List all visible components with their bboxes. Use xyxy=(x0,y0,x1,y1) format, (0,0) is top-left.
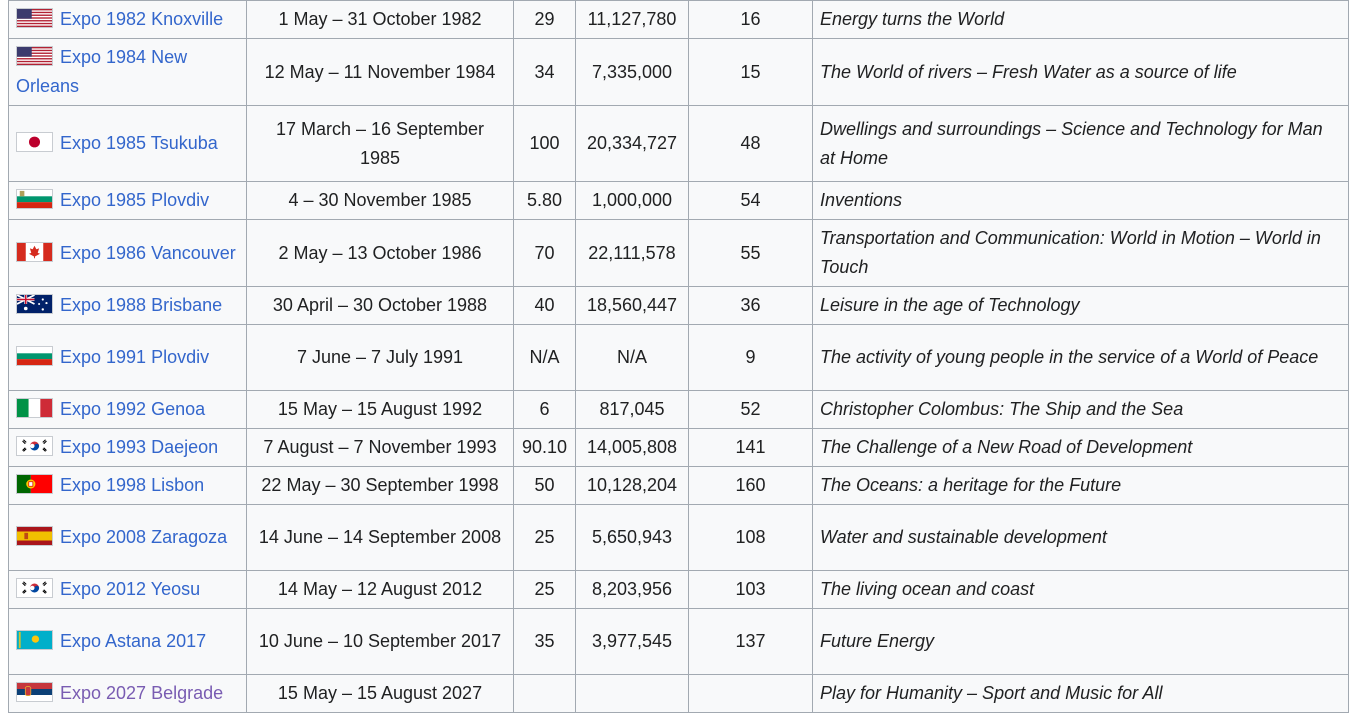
expo-name-cell xyxy=(9,106,247,182)
expo-name-cell xyxy=(9,467,247,505)
expo-name-cell xyxy=(9,182,247,220)
expo-countries-cell: 15 xyxy=(689,39,813,106)
table-row xyxy=(9,39,1349,106)
expo-dates-cell: 7 August – 7 November 1993 xyxy=(247,429,514,467)
expo-theme-cell: Energy turns the World xyxy=(813,1,1349,39)
expo-area-cell: 100 xyxy=(514,106,576,182)
expo-dates-cell: 15 May – 15 August 1992 xyxy=(247,391,514,429)
expo-countries-cell: 55 xyxy=(689,220,813,287)
expo-visitors-cell: 5,650,943 xyxy=(576,505,689,571)
expo-countries-cell: 137 xyxy=(689,609,813,675)
expo-dates-cell: 2 May – 13 October 1986 xyxy=(247,220,514,287)
expo-visitors-cell: 817,045 xyxy=(576,391,689,429)
portugal-flag-icon xyxy=(16,474,53,494)
expo-visitors-cell: 22,111,578 xyxy=(576,220,689,287)
expo-countries-cell: 48 xyxy=(689,106,813,182)
expo-link[interactable]: Expo 1984 New Orleans xyxy=(16,47,188,96)
expo-theme-cell: Play for Humanity – Sport and Music for All xyxy=(813,675,1349,713)
expo-theme-cell: Future Energy xyxy=(813,609,1349,675)
expo-name-cell xyxy=(9,609,247,675)
expo-area-cell: 6 xyxy=(514,391,576,429)
expo-visitors-cell: 8,203,956 xyxy=(576,571,689,609)
expo-area-cell: 25 xyxy=(514,571,576,609)
expo-theme-cell: Christopher Colombus: The Ship and the Sea xyxy=(813,391,1349,429)
expo-link[interactable]: Expo 1985 Tsukuba xyxy=(60,133,218,153)
usa-flag-icon xyxy=(16,8,53,28)
spain-flag-icon xyxy=(16,526,53,546)
expo-area-cell: 34 xyxy=(514,39,576,106)
table-row xyxy=(9,106,1349,182)
expo-link[interactable]: Expo 1988 Brisbane xyxy=(60,295,223,315)
expo-countries-cell: 54 xyxy=(689,182,813,220)
expo-theme-cell: Water and sustainable development xyxy=(813,505,1349,571)
expo-table-body xyxy=(9,1,1349,713)
expo-dates-cell: 14 June – 14 September 2008 xyxy=(247,505,514,571)
expo-visitors-cell: 11,127,780 xyxy=(576,1,689,39)
expo-name-cell xyxy=(9,675,247,713)
expo-dates-cell: 12 May – 11 November 1984 xyxy=(247,39,514,106)
expo-area-cell: 25 xyxy=(514,505,576,571)
expo-link[interactable]: Expo 1993 Daejeon xyxy=(60,437,219,457)
expo-name-cell xyxy=(9,220,247,287)
expo-link[interactable]: Expo 1992 Genoa xyxy=(60,399,206,419)
expo-link[interactable]: Expo 1985 Plovdiv xyxy=(60,190,210,210)
expo-name-cell xyxy=(9,1,247,39)
expo-theme-cell: Dwellings and surroundings – Science and Technology for Man at Home xyxy=(813,106,1349,182)
table-row xyxy=(9,571,1349,609)
expo-countries-cell: 9 xyxy=(689,325,813,391)
expo-link[interactable]: Expo 2008 Zaragoza xyxy=(60,527,228,547)
expo-countries-cell: 103 xyxy=(689,571,813,609)
expo-theme-cell: The Oceans: a heritage for the Future xyxy=(813,467,1349,505)
expo-dates-cell: 14 May – 12 August 2012 xyxy=(247,571,514,609)
expo-dates-cell: 10 June – 10 September 2017 xyxy=(247,609,514,675)
expo-visitors-cell: 20,334,727 xyxy=(576,106,689,182)
table-row xyxy=(9,220,1349,287)
expo-area-cell: 70 xyxy=(514,220,576,287)
expo-table xyxy=(8,0,1349,713)
expo-area-cell: 40 xyxy=(514,287,576,325)
expo-name-cell xyxy=(9,325,247,391)
expo-theme-cell: Transportation and Communication: World in Motion – World in Touch xyxy=(813,220,1349,287)
table-row xyxy=(9,467,1349,505)
expo-link[interactable]: Expo 2012 Yeosu xyxy=(60,579,201,599)
expo-area-cell xyxy=(514,675,576,713)
expo-theme-cell: The World of rivers – Fresh Water as a source of life xyxy=(813,39,1349,106)
expo-visitors-cell: N/A xyxy=(576,325,689,391)
south-korea-flag-icon xyxy=(16,578,53,598)
expo-visitors-cell: 3,977,545 xyxy=(576,609,689,675)
expo-name-cell xyxy=(9,429,247,467)
expo-name-cell xyxy=(9,287,247,325)
expo-dates-cell: 1 May – 31 October 1982 xyxy=(247,1,514,39)
expo-name-cell xyxy=(9,39,247,106)
expo-countries-cell xyxy=(689,675,813,713)
expo-name-cell xyxy=(9,505,247,571)
table-row xyxy=(9,325,1349,391)
expo-countries-cell: 160 xyxy=(689,467,813,505)
expo-theme-cell: The Challenge of a New Road of Development xyxy=(813,429,1349,467)
expo-countries-cell: 36 xyxy=(689,287,813,325)
expo-countries-cell: 16 xyxy=(689,1,813,39)
canada-flag-icon xyxy=(16,242,53,262)
table-row xyxy=(9,182,1349,220)
table-row xyxy=(9,609,1349,675)
expo-visitors-cell xyxy=(576,675,689,713)
table-row xyxy=(9,505,1349,571)
expo-theme-cell: The activity of young people in the service of a World of Peace xyxy=(813,325,1349,391)
usa-flag-icon xyxy=(16,46,53,66)
table-row xyxy=(9,1,1349,39)
expo-area-cell: N/A xyxy=(514,325,576,391)
expo-countries-cell: 141 xyxy=(689,429,813,467)
kazakhstan-flag-icon xyxy=(16,630,53,650)
expo-link[interactable]: Expo 1991 Plovdiv xyxy=(60,347,210,367)
expo-name-cell xyxy=(9,391,247,429)
japan-flag-icon xyxy=(16,132,53,152)
expo-dates-cell: 30 April – 30 October 1988 xyxy=(247,287,514,325)
expo-area-cell: 29 xyxy=(514,1,576,39)
expo-dates-cell: 22 May – 30 September 1998 xyxy=(247,467,514,505)
expo-link[interactable]: Expo Astana 2017 xyxy=(60,631,207,651)
expo-dates-cell: 15 May – 15 August 2027 xyxy=(247,675,514,713)
bulgaria-1971-flag-icon xyxy=(16,189,53,209)
expo-theme-cell: Inventions xyxy=(813,182,1349,220)
expo-link[interactable]: Expo 1986 Vancouver xyxy=(60,242,236,263)
table-row xyxy=(9,391,1349,429)
expo-link[interactable]: Expo 1982 Knoxville xyxy=(60,9,224,29)
expo-visitors-cell: 1,000,000 xyxy=(576,182,689,220)
expo-theme-cell: The living ocean and coast xyxy=(813,571,1349,609)
bulgaria-flag-icon xyxy=(16,346,53,366)
expo-area-cell: 90.10 xyxy=(514,429,576,467)
expo-dates-cell: 7 June – 7 July 1991 xyxy=(247,325,514,391)
expo-link[interactable]: Expo 2027 Belgrade xyxy=(60,683,224,703)
expo-link[interactable]: Expo 1998 Lisbon xyxy=(60,475,205,495)
italy-flag-icon xyxy=(16,398,53,418)
serbia-flag-icon xyxy=(16,682,53,702)
expo-countries-cell: 52 xyxy=(689,391,813,429)
expo-visitors-cell: 18,560,447 xyxy=(576,287,689,325)
expo-visitors-cell: 14,005,808 xyxy=(576,429,689,467)
table-row xyxy=(9,287,1349,325)
expo-area-cell: 5.80 xyxy=(514,182,576,220)
table-row xyxy=(9,675,1349,713)
expo-countries-cell: 108 xyxy=(689,505,813,571)
expo-dates-cell: 17 March – 16 September 1985 xyxy=(247,106,514,182)
expo-name-cell xyxy=(9,571,247,609)
expo-visitors-cell: 7,335,000 xyxy=(576,39,689,106)
expo-area-cell: 35 xyxy=(514,609,576,675)
expo-dates-cell: 4 – 30 November 1985 xyxy=(247,182,514,220)
expo-area-cell: 50 xyxy=(514,467,576,505)
expo-visitors-cell: 10,128,204 xyxy=(576,467,689,505)
australia-flag-icon xyxy=(16,294,53,314)
table-row xyxy=(9,429,1349,467)
expo-theme-cell: Leisure in the age of Technology xyxy=(813,287,1349,325)
south-korea-flag-icon xyxy=(16,436,53,456)
